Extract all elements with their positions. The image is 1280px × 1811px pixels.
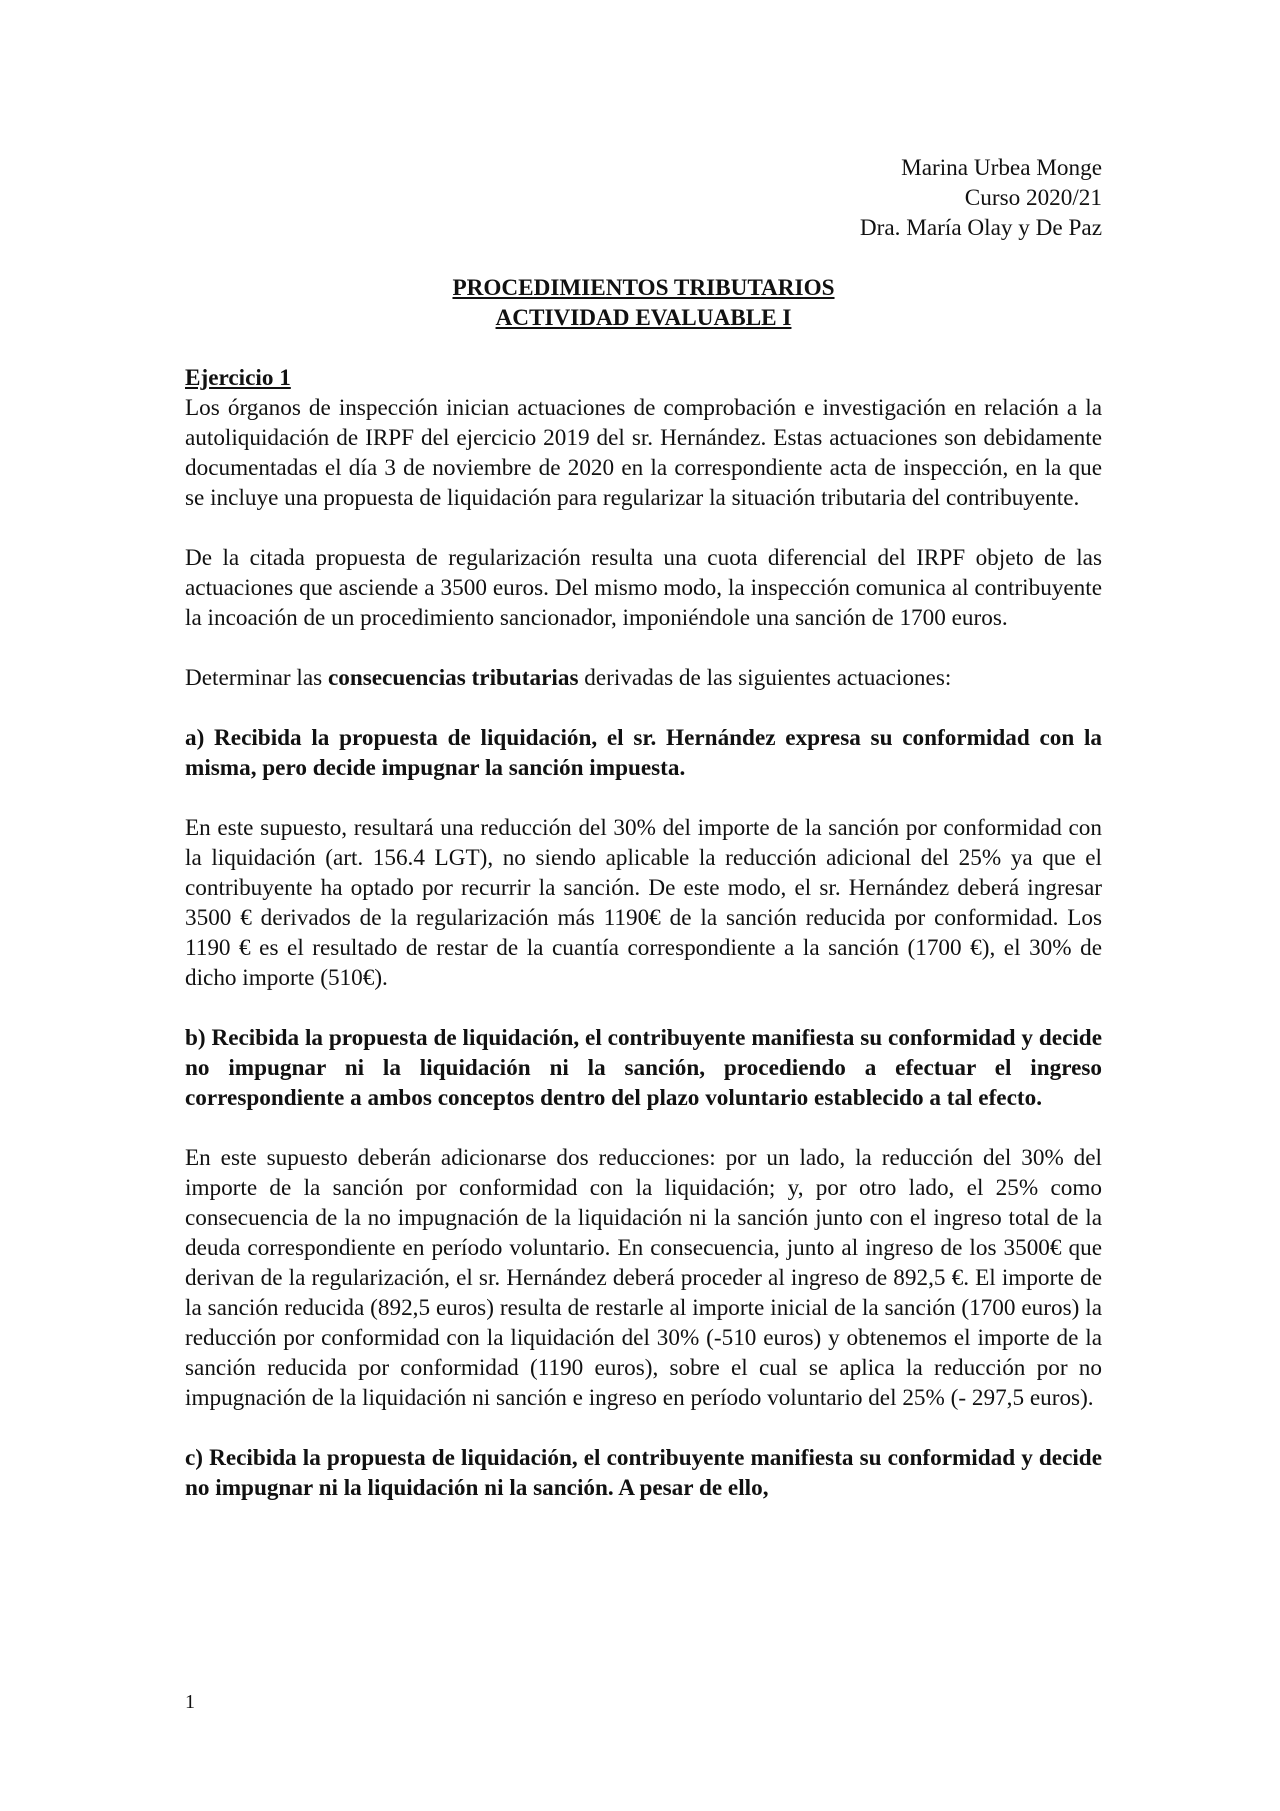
document-title bbox=[185, 273, 1102, 333]
determine-suffix: derivadas de las siguientes actuaciones: bbox=[578, 665, 952, 691]
page-content bbox=[185, 153, 1102, 1503]
course-year: Curso 2020/21 bbox=[964, 185, 1102, 211]
author-header bbox=[185, 153, 1102, 243]
professor-name: Dra. María Olay y De Paz bbox=[859, 215, 1102, 241]
exercise-heading: Ejercicio 1 bbox=[185, 365, 291, 391]
author-name: Marina Urbea Monge bbox=[901, 155, 1102, 181]
question-b: b) Recibida la propuesta de liquidación, el contribuyente manifiesta su conformidad y decide no impugnar ni la liquidación ni la sanción, procediendo a efectuar el ingreso correspondiente a ambos conceptos dentro del plazo voluntario establecido a tal efecto. bbox=[185, 1025, 1102, 1111]
answer-a: En este supuesto, resultará una reducción del 30% del importe de la sanción por conformidad con la liquidación (art. 156.4 LGT), no siendo aplicable la reducción adicional del 25% ya que el contribuyente ha optado por recurrir la sanción. De este modo, el sr. Hernández deberá ingresar 3500 € derivados de la regularización más 1190€ de la sanción reducida por conformidad. Los 1190 € es el resultado de restar de la cuantía correspondiente a la sanción (1700 €), el 30% de dicho importe (510€). bbox=[185, 815, 1102, 991]
answer-b: En este supuesto deberán adicionarse dos reducciones: por un lado, la reducción del 30% del importe de la sanción por conformidad con la liquidación; y, por otro lado, el 25% como consecuencia de la no impugnación de la liquidación ni la sanción junto con el ingreso total de la deuda correspondiente en período voluntario. En consecuencia, junto al ingreso de los 3500€ que derivan de la regularización, el sr. Hernández deberá proceder al ingreso de 892,5 €. El importe de la sanción reducida (892,5 euros) resulta de restarle al importe inicial de la sanción (1700 euros) la reducción por conformidad con la liquidación del 30% (-510 euros) y obtenemos el importe de la sanción reducida por conformidad (1190 euros), sobre el cual se aplica la reducción por no impugnación de la liquidación ni sanción e ingreso en período voluntario del 25% (- 297,5 euros). bbox=[185, 1145, 1102, 1411]
intro-paragraph-1: Los órganos de inspección inician actuaciones de comprobación e investigación en relación a la autoliquidación de IRPF del ejercicio 2019 del sr. Hernández. Estas actuaciones son debidamente documentadas el día 3 de noviembre de 2020 en la correspondiente acta de inspección, en la que se incluye una propuesta de liquidación para regularizar la situación tributaria del contribuyente. bbox=[185, 395, 1102, 511]
intro-paragraph-2: De la citada propuesta de regularización resulta una cuota diferencial del IRPF objeto de las actuaciones que asciende a 3500 euros. Del mismo modo, la inspección comunica al contribuyente la incoación de un procedimiento sancionador, imponiéndole una sanción de 1700 euros. bbox=[185, 545, 1102, 631]
question-a: a) Recibida la propuesta de liquidación, el sr. Hernández expresa su conformidad con la misma, pero decide impugnar la sanción impuesta. bbox=[185, 725, 1102, 781]
question-c: c) Recibida la propuesta de liquidación, el contribuyente manifiesta su conformidad y decide no impugnar ni la liquidación ni la sanción. A pesar de ello, bbox=[185, 1445, 1102, 1501]
title-line-1: PROCEDIMIENTOS TRIBUTARIOS bbox=[452, 275, 835, 301]
page-number: 1 bbox=[185, 1691, 195, 1713]
determine-prefix: Determinar las bbox=[185, 665, 328, 691]
determine-bold: consecuencias tributarias bbox=[327, 665, 579, 691]
determine-paragraph bbox=[185, 663, 1102, 693]
title-line-2: ACTIVIDAD EVALUABLE I bbox=[495, 305, 792, 331]
